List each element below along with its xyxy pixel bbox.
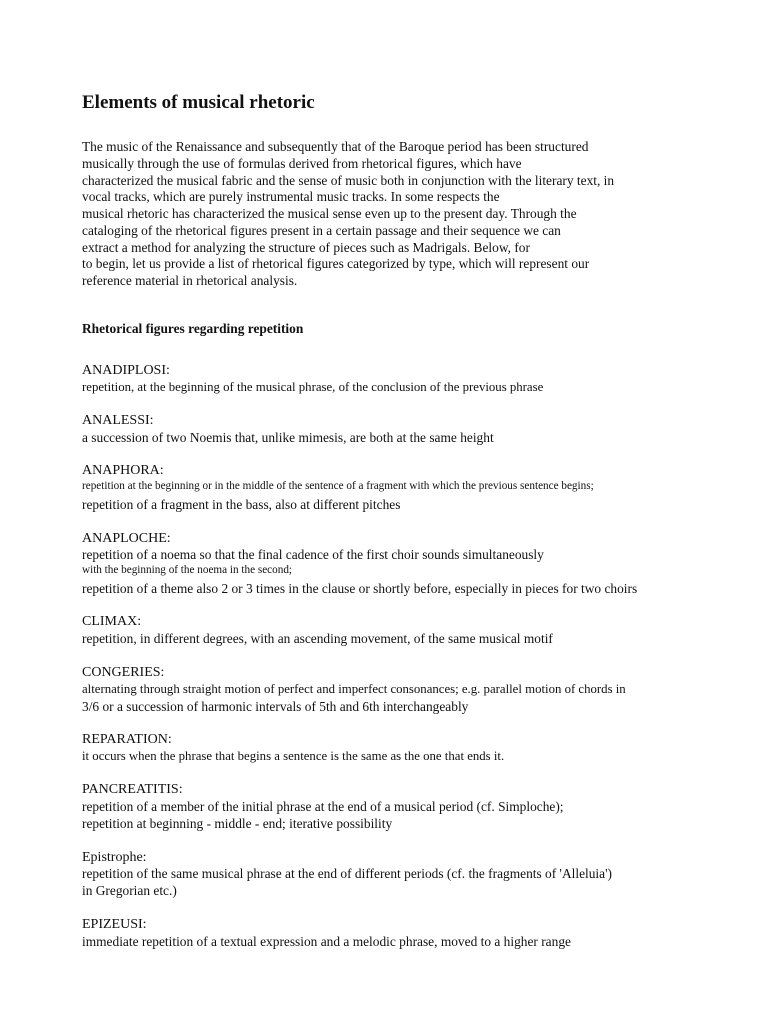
figure-definition: it occurs when the phrase that begins a sentence is the same as the one that ends it. xyxy=(82,749,505,763)
figure-definition: in Gregorian etc.) xyxy=(82,883,177,898)
intro-line: extract a method for analyzing the structure of pieces such as Madrigals. Below, for xyxy=(82,239,530,255)
intro-line: vocal tracks, which are purely instrumental music tracks. In some respects the xyxy=(82,189,500,205)
figure-definition: repetition at beginning - middle - end; iterative possibility xyxy=(82,816,393,831)
figure-term-anaphora: ANAPHORA: xyxy=(82,463,164,478)
figure-term-climax: CLIMAX: xyxy=(82,614,142,629)
figure-definition: repetition of a member of the initial phrase at the end of a musical period (cf. Simploche); xyxy=(82,799,564,814)
intro-line: The music of the Renaissance and subsequently that of the Baroque period has been structured xyxy=(82,139,589,154)
figure-term-analessi: ANALESSI: xyxy=(82,413,154,428)
figure-definition: repetition of the same musical phrase at the end of different periods (cf. the fragments of 'Alleluia') xyxy=(82,866,612,881)
figure-term-reparation: REPARATION: xyxy=(82,732,172,747)
section-heading: Rhetorical figures regarding repetition xyxy=(82,321,304,336)
intro-line: cataloging of the rhetorical figures present in a certain passage and their sequence we can xyxy=(82,222,561,238)
figure-definition: repetition of a noema so that the final cadence of the first choir sounds simultaneously xyxy=(82,547,544,562)
intro-line: characterized the musical fabric and the sense of music both in conjunction with the literary text, in xyxy=(82,172,615,188)
page-title: Elements of musical rhetoric xyxy=(82,92,315,113)
figure-term-congeries: CONGERIES: xyxy=(82,665,165,680)
figure-term-anadiplosi: ANADIPLOSI: xyxy=(82,363,170,378)
figure-definition: with the beginning of the noema in the second; xyxy=(82,564,293,576)
figure-definition: repetition at the beginning or in the middle of the sentence of a fragment with which the previous sentence begins; xyxy=(82,480,594,492)
figure-definition: alternating through straight motion of perfect and imperfect consonances; e.g. parallel motion of chords in xyxy=(82,682,626,696)
figure-definition: a succession of two Noemis that, unlike mimesis, are both at the same height xyxy=(82,430,494,445)
intro-line: musical rhetoric has characterized the musical sense even up to the present day. Through the xyxy=(82,206,577,221)
figure-definition: immediate repetition of a textual expression and a melodic phrase, moved to a higher range xyxy=(82,934,571,949)
figure-term-anaploche: ANAPLOCHE: xyxy=(82,531,171,546)
figure-term-epistrophe: Epistrophe: xyxy=(82,850,147,865)
figure-definition: 3/6 or a succession of harmonic intervals of 5th and 6th interchangeably xyxy=(82,699,469,714)
intro-line: musically through the use of formulas derived from rhetorical figures, which have xyxy=(82,155,522,171)
figure-term-epizeusi: EPIZEUSI: xyxy=(82,917,147,932)
figure-term-pancreatitis: PANCREATITIS: xyxy=(82,782,183,797)
intro-line: reference material in rhetorical analysis. xyxy=(82,273,298,288)
figure-definition: repetition of a theme also 2 or 3 times in the clause or shortly before, especially in pieces for two choirs xyxy=(82,581,638,596)
figure-definition: repetition, in different degrees, with an ascending movement, of the same musical motif xyxy=(82,631,553,646)
intro-line: to begin, let us provide a list of rhetorical figures categorized by type, which will represent our xyxy=(82,256,590,272)
figure-definition: repetition of a fragment in the bass, also at different pitches xyxy=(82,497,401,512)
intro-paragraph xyxy=(82,139,614,290)
figure-definition: repetition, at the beginning of the musical phrase, of the conclusion of the previous phrase xyxy=(82,380,544,394)
